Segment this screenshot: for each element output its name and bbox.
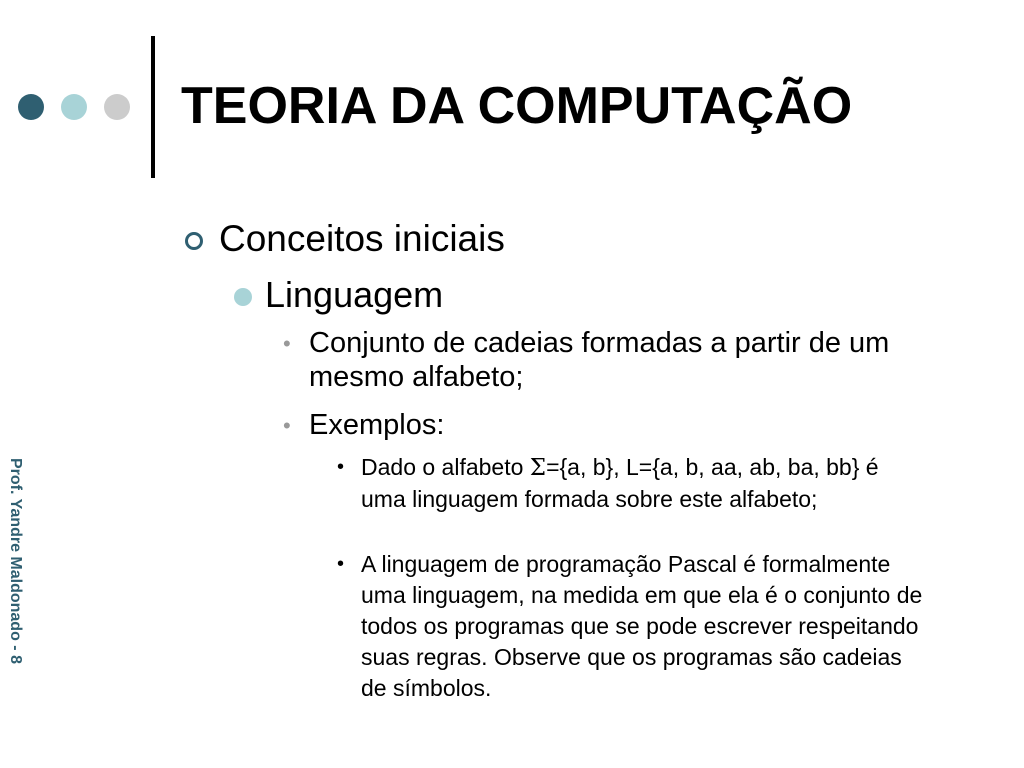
bullet-text: A linguagem de programação Pascal é formalmente uma linguagem, na medida em que ela é o conjunto de todos os programas que se pode escrever respeitando suas regras. Observe que os programas são cadeias de símbolos.: [361, 551, 923, 701]
bullet-level2: [234, 274, 443, 316]
example1-text-start: Dado o alfabeto: [361, 454, 530, 480]
bullet-level1: [185, 218, 505, 260]
title-divider: [151, 36, 155, 178]
slide-title: TEORIA DA COMPUTAÇÃO: [181, 77, 853, 135]
bullet-text: [361, 452, 927, 515]
bullet-text: Conceitos iniciais: [219, 218, 505, 259]
bullet-text: Conjunto de cadeias formadas a partir de um mesmo alfabeto;: [309, 327, 890, 393]
bullet-level3-definition: [283, 326, 963, 394]
slide-footer: Prof. Yandre Maldonado - 8: [7, 458, 24, 664]
dot-bullet-icon: •: [337, 456, 345, 478]
bullet-text: Exemplos:: [309, 409, 445, 441]
bullet-text: Linguagem: [265, 274, 444, 315]
dot-light: [61, 94, 87, 120]
bullet-level3-examples: [283, 408, 963, 443]
example1-text-end: ={a, b}, L={a, b, aa, ab, ba, bb} é uma linguagem formada sobre este alfabeto;: [361, 454, 879, 512]
dot-dark: [18, 94, 44, 120]
ball-bullet-icon: [234, 288, 252, 306]
bullet-level4-example1: [337, 452, 927, 515]
decorative-dots: [18, 94, 130, 120]
dot-bullet-icon: •: [283, 413, 291, 438]
dot-bullet-icon: •: [337, 553, 345, 575]
bullet-level4-example2: [337, 549, 927, 704]
dot-bullet-icon: •: [283, 331, 291, 356]
sigma-symbol: Σ: [529, 455, 547, 481]
ring-bullet-icon: [185, 232, 203, 250]
dot-gray: [104, 94, 130, 120]
